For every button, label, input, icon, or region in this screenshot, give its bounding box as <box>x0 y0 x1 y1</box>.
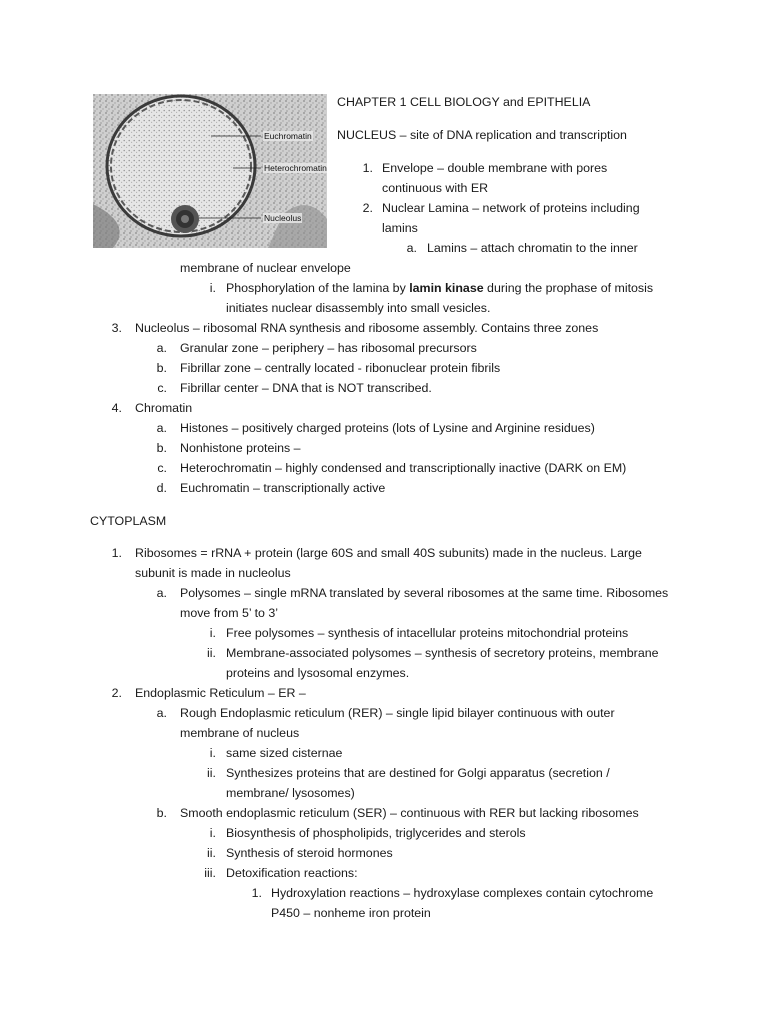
list-marker: a. <box>156 341 167 355</box>
list-marker: i. <box>209 626 216 640</box>
list-marker: 1. <box>111 546 122 560</box>
list-item-text: Free polysomes – synthesis of intacellular proteins mitochondrial proteins <box>226 626 629 640</box>
list-item-text: Histones – positively charged proteins (lots of Lysine and Arginine residues) <box>180 421 595 435</box>
list-item-text: Nonhistone proteins – <box>180 441 301 455</box>
list-marker: iii. <box>204 866 216 880</box>
list-item-text: Rough Endoplasmic reticulum (RER) – single lipid bilayer continuous with outer <box>180 706 615 720</box>
list-item-text: Euchromatin – transcriptionally active <box>180 481 386 495</box>
list-item-text: proteins and lysosomal enzymes. <box>226 666 410 680</box>
list-item-text: Endoplasmic Reticulum – ER – <box>135 686 306 700</box>
list-marker: i. <box>209 281 216 295</box>
list-item-text: Membrane-associated polysomes – synthesis of secretory proteins, membrane <box>226 646 659 660</box>
list-item-text: subunit is made in nucleolus <box>135 566 291 580</box>
text-run: during the prophase of mitosis <box>483 281 654 295</box>
list-item-text: Chromatin <box>135 401 193 415</box>
list-marker: b. <box>156 441 167 455</box>
list-marker: i. <box>209 826 216 840</box>
list-item-text: Fibrillar zone – centrally located - ribonuclear protein fibrils <box>180 361 501 375</box>
list-item-text: Fibrillar center – DNA that is NOT transcribed. <box>180 381 432 395</box>
bold-term: lamin kinase <box>409 281 484 295</box>
list-item-text: Polysomes – single mRNA translated by several ribosomes at the same time. Ribosomes <box>180 586 669 600</box>
list-item-text: Nucleolus – ribosomal RNA synthesis and ribosome assembly. Contains three zones <box>135 321 599 335</box>
list-marker: a. <box>156 586 167 600</box>
chapter-title: CHAPTER 1 CELL BIOLOGY and EPITHELIA <box>337 95 591 109</box>
heterochromatin-label: Heterochromatin <box>264 163 327 173</box>
list-item-text: Synthesizes proteins that are destined for Golgi apparatus (secretion / <box>226 766 610 780</box>
list-item-text: P450 – nonheme iron protein <box>271 906 431 920</box>
list-item-text: initiates nuclear disassembly into small vesicles. <box>226 301 491 315</box>
list-item-text: Biosynthesis of phospholipids, triglycerides and sterols <box>226 826 526 840</box>
list-item-text: membrane of nucleus <box>180 726 300 740</box>
list-item-text: Lamins – attach chromatin to the inner <box>427 241 638 255</box>
list-marker: ii. <box>207 766 216 780</box>
list-item-text: membrane/ lysosomes) <box>226 786 355 800</box>
list-marker: c. <box>157 461 167 475</box>
list-marker: i. <box>209 746 216 760</box>
list-item-text: Detoxification reactions: <box>226 866 358 880</box>
list-marker: 2. <box>111 686 122 700</box>
text-run: Phosphorylation of the lamina by <box>226 281 410 295</box>
list-item-text: Ribosomes = rRNA + protein (large 60S and small 40S subunits) made in the nucleus. Large <box>135 546 642 560</box>
list-marker: ii. <box>207 846 216 860</box>
list-item-text: same sized cisternae <box>226 746 343 760</box>
list-item-text: Smooth endoplasmic reticulum (SER) – continuous with RER but lacking ribosomes <box>180 806 639 820</box>
nucleus-heading: NUCLEUS – site of DNA replication and transcription <box>337 128 627 142</box>
list-marker: b. <box>156 806 167 820</box>
list-item-text <box>226 278 653 298</box>
list-marker: 3. <box>111 321 122 335</box>
list-marker: d. <box>156 481 167 495</box>
list-item-text: Envelope – double membrane with pores <box>382 161 608 175</box>
cytoplasm-heading: CYTOPLASM <box>90 514 167 528</box>
list-marker: 1. <box>251 886 262 900</box>
list-item-text: lamins <box>382 221 418 235</box>
nucleolus-label: Nucleolus <box>264 213 302 223</box>
list-item-text: Heterochromatin – highly condensed and transcriptionally inactive (DARK on EM) <box>180 461 627 475</box>
list-item-text: Nuclear Lamina – network of proteins including <box>382 201 640 215</box>
list-marker: a. <box>406 241 417 255</box>
list-item-text: Hydroxylation reactions – hydroxylase complexes contain cytochrome <box>271 886 654 900</box>
list-marker: a. <box>156 421 167 435</box>
list-marker: 4. <box>111 401 122 415</box>
list-marker: c. <box>157 381 167 395</box>
list-marker: ii. <box>207 646 216 660</box>
list-item-text: move from 5’ to 3’ <box>180 606 279 620</box>
list-item-text: Granular zone – periphery – has ribosomal precursors <box>180 341 477 355</box>
list-marker: a. <box>156 706 167 720</box>
nucleus-micrograph <box>93 94 327 248</box>
list-marker: 1. <box>362 161 373 175</box>
list-marker: 2. <box>362 201 373 215</box>
list-item-text: membrane of nuclear envelope <box>180 261 351 275</box>
list-marker: b. <box>156 361 167 375</box>
list-item-text: continuous with ER <box>382 181 489 195</box>
list-item-text: Synthesis of steroid hormones <box>226 846 393 860</box>
euchromatin-label: Euchromatin <box>264 131 312 141</box>
